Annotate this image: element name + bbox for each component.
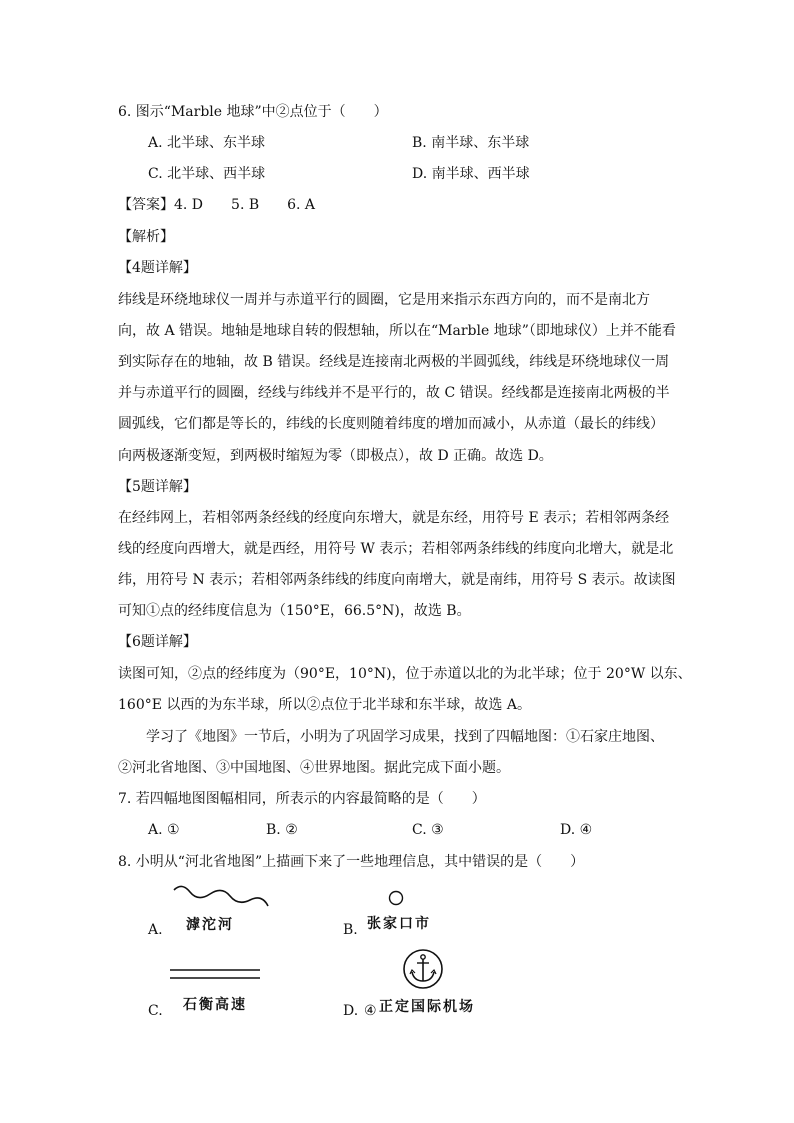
intro-line: ②河北省地图、③中国地图、④世界地图。据此完成下面小题。	[118, 760, 510, 776]
detail-4-line: 到实际存在的地轴，故 B 错误。经线是连接南北两极的半圆弧线，纬线是环绕地球仪一周	[118, 354, 670, 370]
highway-symbol-icon	[170, 966, 262, 982]
detail-5-line: 在经纬网上，若相邻两条经线的经度向东增大，就是东经，用符号 E 表示；若相邻两条经	[118, 510, 670, 526]
intro-line: 学习了《地图》一节后，小明为了巩固学习成果，找到了四幅地图：①石家庄地图、	[118, 729, 664, 745]
detail-4-line: 向，故 A 错误。地轴是地球自转的假想轴，所以在“Marble 地球”（即地球仪）上并不能看	[118, 323, 676, 339]
q8-stem: 8. 小明从“河北省地图”上描画下来了一些地理信息，其中错误的是（ ）	[118, 854, 585, 870]
city-circle-icon	[388, 890, 404, 906]
detail-4-line: 向两极逐渐变短，到两极时缩短为零（即极点），故 D 正确。故选 D。	[118, 448, 553, 464]
anchor-icon	[402, 948, 444, 990]
detail-5-title: 【5题详解】	[118, 479, 197, 495]
q7-option-d: D. ④	[560, 822, 593, 838]
answer-line: 【答案】4. D 5. B 6. A	[118, 197, 316, 213]
q8-option-d-caption: 正定国际机场	[379, 999, 475, 1015]
detail-6-line: 160°E 以西的为东半球，所以②点位于北半球和东半球，故选 A。	[118, 697, 531, 713]
detail-6-line: 读图可知，②点的经纬度为（90°E，10°N)，位于赤道以北的为北半球；位于 20°W 以东、	[118, 666, 692, 682]
q8-option-a-caption: 滹沱河	[186, 917, 234, 933]
detail-4-title: 【4题详解】	[118, 260, 197, 276]
detail-5-line: 可知①点的经纬度信息为（150°E，66.5°N)，故选 B。	[118, 603, 471, 619]
q6-option-d: D. 南半球、西半球	[412, 166, 530, 182]
q7-stem: 7. 若四幅地图图幅相同，所表示的内容最简略的是（ ）	[118, 791, 486, 807]
detail-4-line: 并与赤道平行的圆圈，经线与纬线并不是平行的，故 C 错误。经线都是连接南北两极的半	[118, 385, 670, 401]
q8-option-c-caption: 石衡高速	[183, 997, 247, 1013]
detail-5-line: 线的经度向西增大，就是西经，用符号 W 表示；若相邻两条纬线的纬度向北增大，就是北	[118, 541, 674, 557]
detail-4-line: 圆弧线，它们都是等长的，纬线的长度则随着纬度的增加而减小，从赤道（最长的纬线）	[118, 416, 664, 432]
analysis-label: 【解析】	[118, 229, 174, 245]
q7-option-c: C. ③	[412, 822, 444, 838]
q8-option-b-caption: 张家口市	[367, 916, 431, 932]
q8-option-b-letter: B.	[343, 922, 358, 938]
q8-option-d-prefix: ④	[364, 1003, 377, 1019]
q7-option-b: B. ②	[266, 822, 298, 838]
river-symbol-icon	[170, 884, 270, 908]
detail-5-line: 纬，用符号 N 表示；若相邻两条纬线的纬度向南增大，就是南纬，用符号 S 表示。故读图	[118, 572, 676, 588]
q6-option-c: C. 北半球、西半球	[148, 166, 266, 182]
q6-stem: 6. 图示“Marble 地球”中②点位于（ ）	[118, 104, 388, 120]
detail-6-title: 【6题详解】	[118, 634, 197, 650]
q6-option-a: A. 北半球、东半球	[148, 135, 266, 151]
detail-4-line: 纬线是环绕地球仪一周并与赤道平行的圆圈，它是用来指示东西方向的，而不是南北方	[118, 292, 650, 308]
q8-option-a-letter: A.	[148, 922, 163, 938]
q7-option-a: A. ①	[148, 822, 180, 838]
q8-option-d-letter: D.	[343, 1003, 359, 1019]
q8-option-c-letter: C.	[148, 1003, 163, 1019]
q6-option-b: B. 南半球、东半球	[412, 135, 530, 151]
